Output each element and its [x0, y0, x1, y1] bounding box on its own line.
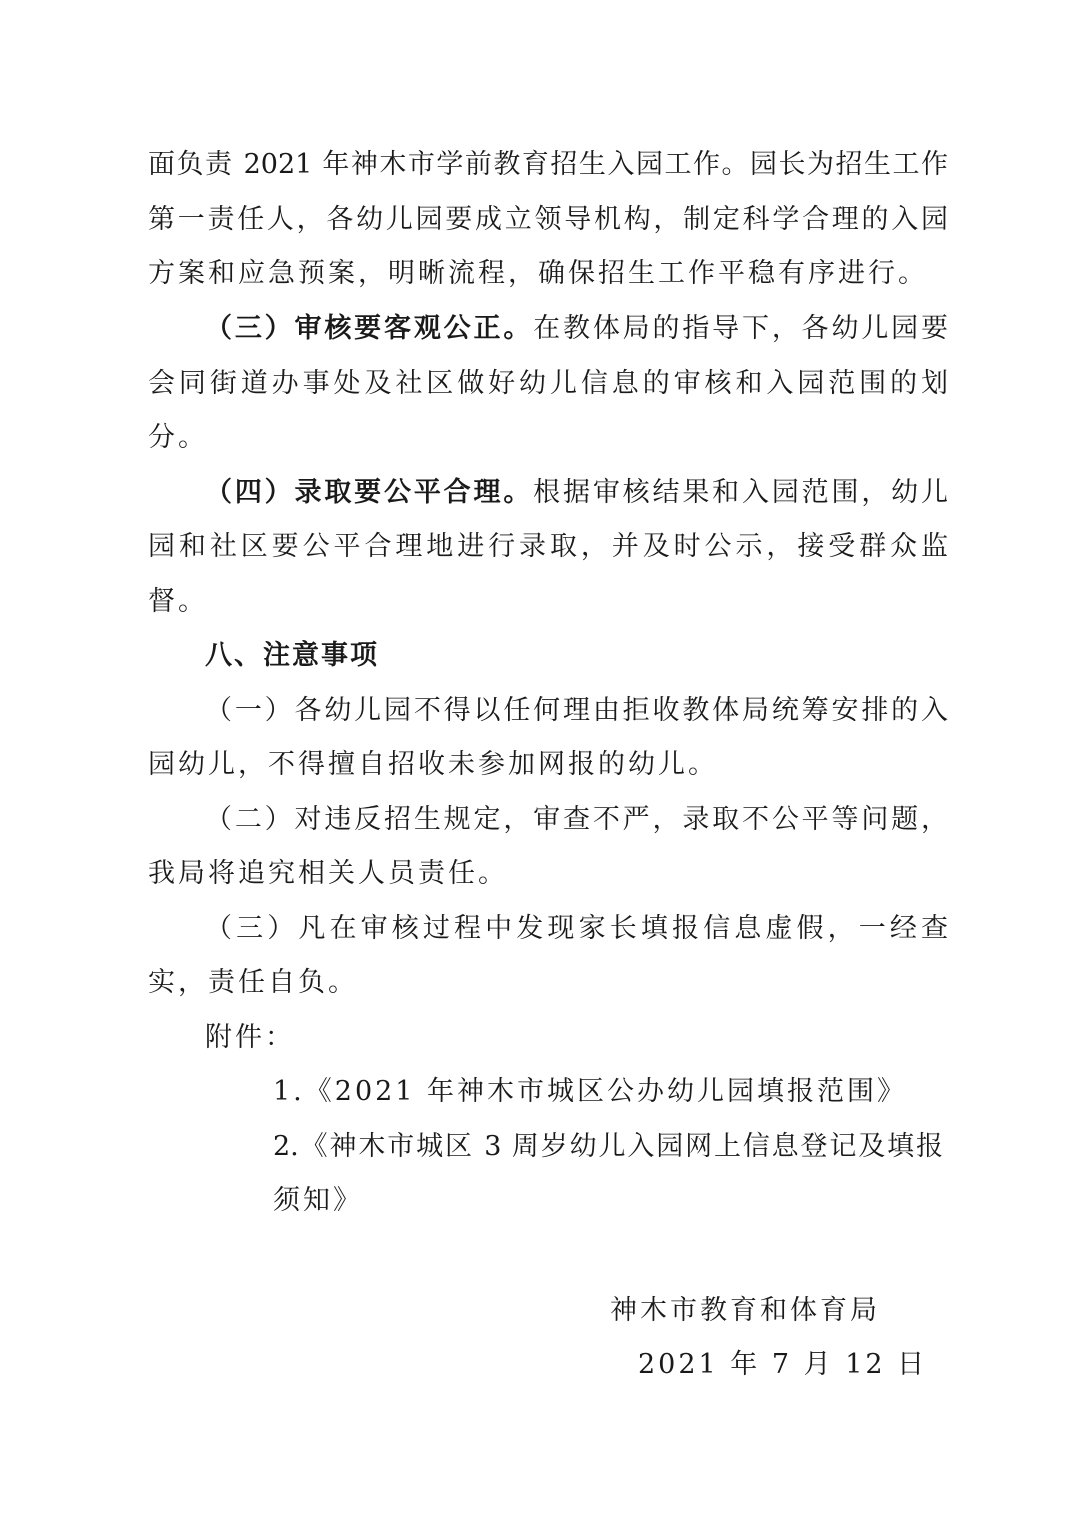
bold-subheading: （三）审核要客观公正。 [205, 313, 534, 344]
paragraph-line: 督。 [148, 586, 208, 617]
paragraph-line: 分。 [148, 422, 208, 453]
paragraph-line: 第一责任人，各幼儿园要成立领导机构，制定科学合理的入园 [148, 204, 948, 235]
issue-date: 2021 年 7 月 12 日 [638, 1349, 928, 1380]
paragraph-text: 根据审核结果和入园范围，幼儿 [533, 477, 949, 508]
attachments-label: 附件： [205, 1022, 295, 1053]
notice-item-line: （三）凡在审核过程中发现家长填报信息虚假，一经查 [205, 913, 948, 944]
notice-item-line: 园幼儿，不得擅自招收未参加网报的幼儿。 [148, 749, 718, 780]
notice-item-line: （一）各幼儿园不得以任何理由拒收教体局统筹安排的入 [205, 695, 948, 726]
attachment-item: 1.《2021 年神木市城区公办幼儿园填报范围》 [273, 1076, 908, 1107]
notice-item-line: 实，责任自负。 [148, 967, 358, 998]
paragraph-text: 在教体局的指导下，各幼儿园要 [533, 313, 949, 344]
notice-item-line: 我局将追究相关人员责任。 [148, 858, 508, 889]
attachment-item-continued: 须知》 [273, 1185, 363, 1216]
paragraph-line: 园和社区要公平合理地进行录取，并及时公示，接受群众监 [148, 531, 948, 562]
paragraph-line: 会同街道办事处及社区做好幼儿信息的审核和入园范围的划 [148, 368, 948, 399]
paragraph-first-line [205, 309, 948, 349]
paragraph-first-line [205, 473, 948, 513]
bold-subheading: （四）录取要公平合理。 [205, 477, 534, 508]
attachment-item: 2.《神木市城区 3 周岁幼儿入园网上信息登记及填报 [273, 1131, 943, 1162]
notice-item-line: （二）对违反招生规定，审查不严，录取不公平等问题， [205, 804, 948, 835]
section-heading: 八、注意事项 [205, 640, 379, 671]
paragraph-line: 面负责 2021 年神木市学前教育招生入园工作。园长为招生工作 [148, 149, 948, 180]
issuing-organization: 神木市教育和体育局 [610, 1295, 880, 1326]
paragraph-line: 方案和应急预案，明晰流程，确保招生工作平稳有序进行。 [148, 258, 928, 289]
